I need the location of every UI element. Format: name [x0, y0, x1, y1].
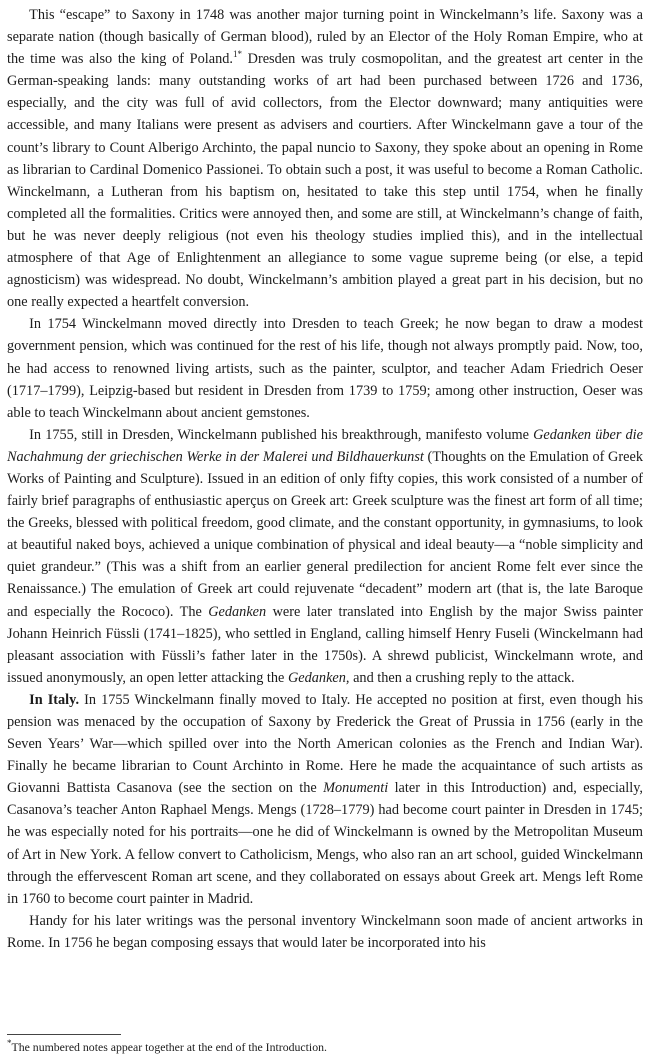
- italic-title: Monumenti: [323, 780, 389, 797]
- paragraph: [7, 910, 643, 954]
- text-run: In 1755, still in Dresden, Winckelmann published his breakthrough, manifesto volume: [29, 426, 534, 443]
- note-reference: 1*: [232, 49, 242, 60]
- paragraph: [7, 4, 643, 313]
- text-run: and then a crushing reply to the attack.: [349, 669, 575, 686]
- text-run: This “escape” to Saxony in 1748 was another major turning point in Winckelmann’s life. Saxony was a separate nation (though basically of German blood), ruled by an Elector of the Holy Roman Empire, who at the time was also the king of Poland.: [7, 7, 643, 68]
- text-run: later in this Introduction) and, especially, Casanova’s teacher Anton Raphael Mengs. Mengs (1728–1779) had become court painter in Dresden in 1745; he was especially noted for his portraits—one he did of Winckelmann is owned by the Metropolitan Museum of Art in New York. A fellow convert to Catholicism, Mengs, who also ran an art school, guided Winckelmann through the effervescent Roman art scene, and they collaborated on essays about Greek art. Mengs left Rome in 1760 to become court painter in Madrid.: [7, 780, 644, 907]
- footnote-marker: *: [7, 1038, 12, 1049]
- paragraph: [7, 689, 643, 910]
- footnote-text: The numbered notes appear together at the end of the Introduction.: [11, 1040, 327, 1054]
- italic-title: Gedanken über die Nachahmung der griechischen Werke in der Malerei und Bildhauerkunst: [7, 426, 643, 465]
- text-run: In 1755 Winckelmann finally moved to Italy. He accepted no position at first, even though his pension was menaced by the occupation of Saxony by Frederick the Great of Prussia in 1756 (early in the Seven Years’ War—which spilled over into the North American colonies as the French and Indian War). Finally he became librarian to Count Archinto in Rome. Here he made the acquaintance of such artists as Giovanni Battista Casanova (see the section on the: [7, 691, 644, 797]
- text-run: were later translated into English by the major Swiss painter Johann Heinrich Füssli (1741–1825), who settled in England, calling himself Henry Fuseli (Winckelmann had pleasant association with Füssli’s father later in the 1750s). A shrewd publicist, Winckelmann wrote, and issued anonymously, an open letter attacking the: [7, 603, 643, 686]
- text-run: Handy for his later writings was the personal inventory Winckelmann soon made of ancient artworks in Rome. In 1756 he began composing essays that would later be incorporated into his: [7, 912, 643, 951]
- text-run: In 1754 Winckelmann moved directly into Dresden to teach Greek; he now began to draw a modest government pension, which was continued for the rest of his life, though not always promptly paid. Now, too, he had access to renowned living artists, such as the painter, sculptor, and teacher Adam Friedrich Oeser (1717–1799), Leipzig-based but resident in Dresden from 1739 to 1759; among other instruction, Oeser was able to teach Winckelmann about ancient gemstones.: [7, 316, 643, 421]
- text-run: Dresden was truly cosmopolitan, and the greatest art center in the German-speaking lands: many outstanding works of art had been purchased between 1726 and 1736, especially, and the city was full of avid collectors, from the Elector downward; many antiquities were accessible, and many Italians were present as advisers and courtiers. After Winckelmann gave a tour of the count’s library to Count Alberigo Archinto, the papal nuncio to Saxony, they spoke about an opening in Rome as librarian to Cardinal Domenico Passionei. To obtain such a post, it was useful to become a Roman Catholic. Winckelmann, a Lutheran from his baptism on, hesitated to take this step until 1754, when he finally completed all the formalities. Critics were annoyed then, and some are still, at Winckelmann’s change of faith, but he was never deeply religious (not even his theology studies implied this), and in the intellectual atmosphere of that Age of Enlightenment an allegiance to some vague supreme being (or else, a tepid agnosticism) was widespread. No doubt, Winckelmann’s ambition played a great part in his decision, but no one really expected a heartfelt conversion.: [7, 51, 643, 311]
- text-run: (Thoughts on the Emulation of Greek Works of Painting and Sculpture). Issued in an edition of only fifty copies, this work consisted of a number of fairly brief paragraphs of enthusiastic aperçus on Greek art: Greek sculpture was the finest art form of all time; the Greeks, blessed with political freedom, good climate, and the constant opportunity, in gymnasiums, to look at beautiful naked boys, achieved a unique combination of physical and ideal beauty—a “noble simplicity and quiet grandeur.” (This was a shift from an earlier general predilection for ancient Rome felt ever since the Renaissance.) The emulation of Greek art could rejuvenate “decadent” modern art (that is, the late Baroque and especially the Rococo). The: [7, 448, 643, 620]
- italic-title: Gedanken,: [287, 669, 350, 686]
- section-heading: In Italy.: [29, 691, 80, 708]
- body-text: [7, 4, 643, 954]
- paragraph: [7, 424, 643, 689]
- italic-title: Gedanken: [208, 603, 267, 620]
- footnote-divider: [7, 1034, 121, 1035]
- footnote: [7, 1039, 643, 1055]
- paragraph: [7, 313, 643, 423]
